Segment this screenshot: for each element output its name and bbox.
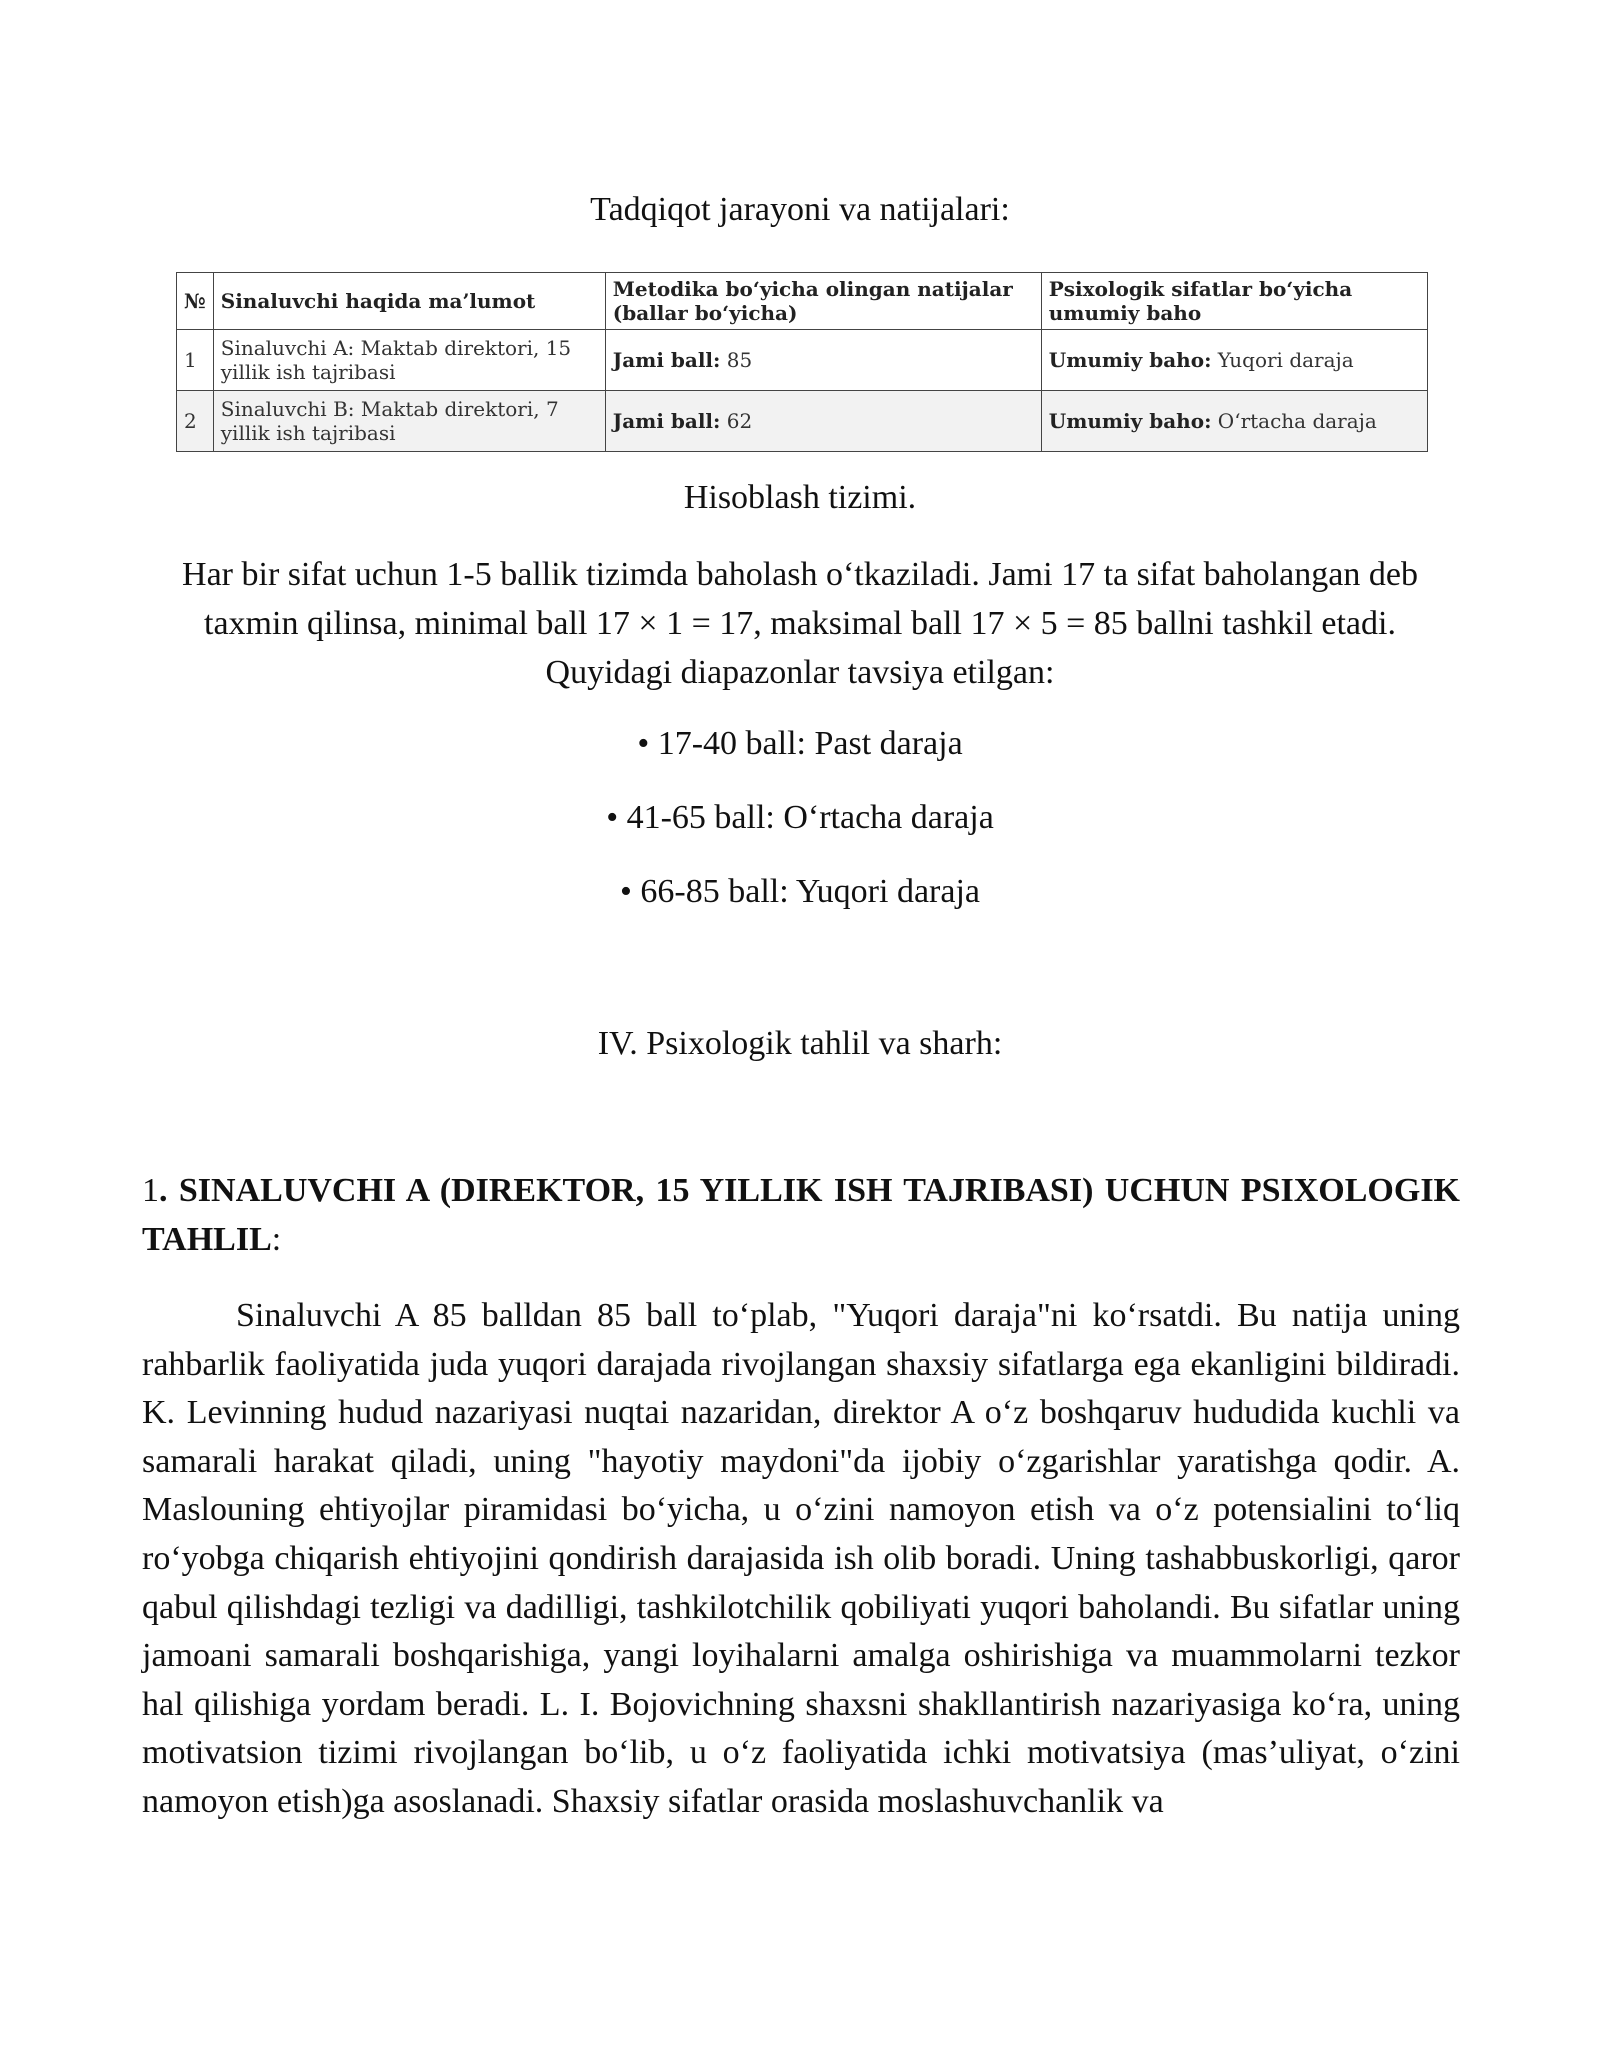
assessment-value: Yuqori daraja bbox=[1211, 348, 1354, 372]
subject-info: Sinaluvchi B: Maktab direktori, 7 yillik ish tajribasi bbox=[213, 391, 605, 452]
range-item-low: • 17-40 ball: Past daraja bbox=[637, 725, 963, 762]
results-table-wrapper bbox=[176, 272, 1428, 452]
assessment-label: Umumiy baho: bbox=[1048, 348, 1212, 372]
subsection-title: . SINALUVCHI A (DIREKTOR, 15 YILLIK ISH TAJRIBASI) UCHUN PSIXOLOGIK TAHLIL bbox=[142, 1172, 1460, 1258]
score-value: 62 bbox=[720, 409, 753, 433]
assessment-value: O‘rtacha daraja bbox=[1211, 409, 1377, 433]
calculation-title: Hisoblash tizimi. bbox=[683, 479, 917, 516]
assessment-label: Umumiy baho: bbox=[1048, 409, 1212, 433]
assessment-cell bbox=[1041, 330, 1427, 391]
score-cell bbox=[605, 391, 1041, 452]
analysis-title: IV. Psixologik tahlil va sharh: bbox=[597, 1025, 1003, 1062]
score-value: 85 bbox=[720, 348, 753, 372]
section-title: Tadqiqot jarayoni va natijalari: bbox=[590, 191, 1010, 228]
assessment-cell bbox=[1041, 391, 1427, 452]
score-label: Jami ball: bbox=[612, 409, 721, 433]
range-item-medium: • 41-65 ball: O‘rtacha daraja bbox=[606, 799, 994, 836]
subject-info: Sinaluvchi A: Maktab direktori, 15 yillik ish tajribasi bbox=[213, 330, 605, 391]
header-number: № bbox=[177, 273, 214, 330]
subsection-number: 1 bbox=[142, 1172, 159, 1209]
analysis-paragraph: Sinaluvchi A 85 balldan 85 ball to‘plab, "Yuqori daraja"ni ko‘rsatdi. Bu natija uning rahbarlik faoliyatida juda yuqori darajada rivojlangan shaxsiy sifatlarga ega ekanligini bildiradi. K. Levinning hudud nazariyasi nuqtai nazaridan, direktor A o‘z boshqaruv hududida kuchli va samarali harakat qiladi, uning "hayotiy maydoni"da ijobiy o‘zgarishlar yaratishga qodir. A. Maslouning ehtiyojlar piramidasi bo‘yicha, u o‘zini namoyon etish va o‘z potensialini to‘liq ro‘yobga chiqarish ehtiyojini qondirish darajasida ish olib boradi. Uning tashabbuskorligi, qaror qabul qilishdagi tezligi va dadilligi, tashkilotchilik qobiliyati yuqori baholandi. Bu sifatlar uning jamoani samarali boshqarishiga, yangi loyihalarni amalga oshirishiga va muammolarni tezkor hal qilishiga yordam beradi. L. I. Bojovichning shaxsni shakllantirish nazariyasiga ko‘ra, uning motivatsion tizimi rivojlangan bo‘lib, u o‘z faoliyatida ichki motivatsiya (mas’uliyat, o‘zini namoyon etish)ga asoslanadi. Shaxsiy sifatlar orasida moslashuvchanlik va bbox=[142, 1297, 1460, 1820]
score-cell bbox=[605, 330, 1041, 391]
table-row bbox=[177, 330, 1428, 391]
subsection-heading bbox=[142, 1166, 1460, 1264]
table-row bbox=[177, 391, 1428, 452]
results-table bbox=[176, 272, 1428, 452]
row-number: 1 bbox=[177, 330, 214, 391]
range-item-high: • 66-85 ball: Yuqori daraja bbox=[620, 873, 980, 910]
header-subject-info: Sinaluvchi haqida ma’lumot bbox=[213, 273, 605, 330]
table-header-row bbox=[177, 273, 1428, 330]
calculation-paragraph: Har bir sifat uchun 1-5 ballik tizimda baholash o‘tkaziladi. Jami 17 ta sifat baholangan deb taxmin qilinsa, minimal ball 17 × 1 = 17, maksimal ball 17 × 5 = 85 ballni tashkil etadi. Quyidagi diapazonlar tavsiya etilgan: bbox=[182, 556, 1418, 691]
header-overall-assessment: Psixologik sifatlar bo‘yicha umumiy baho bbox=[1041, 273, 1427, 330]
score-label: Jami ball: bbox=[612, 348, 721, 372]
header-method-results: Metodika bo‘yicha olingan natijalar (ballar bo‘yicha) bbox=[605, 273, 1041, 330]
subsection-colon: : bbox=[271, 1221, 282, 1258]
row-number: 2 bbox=[177, 391, 214, 452]
